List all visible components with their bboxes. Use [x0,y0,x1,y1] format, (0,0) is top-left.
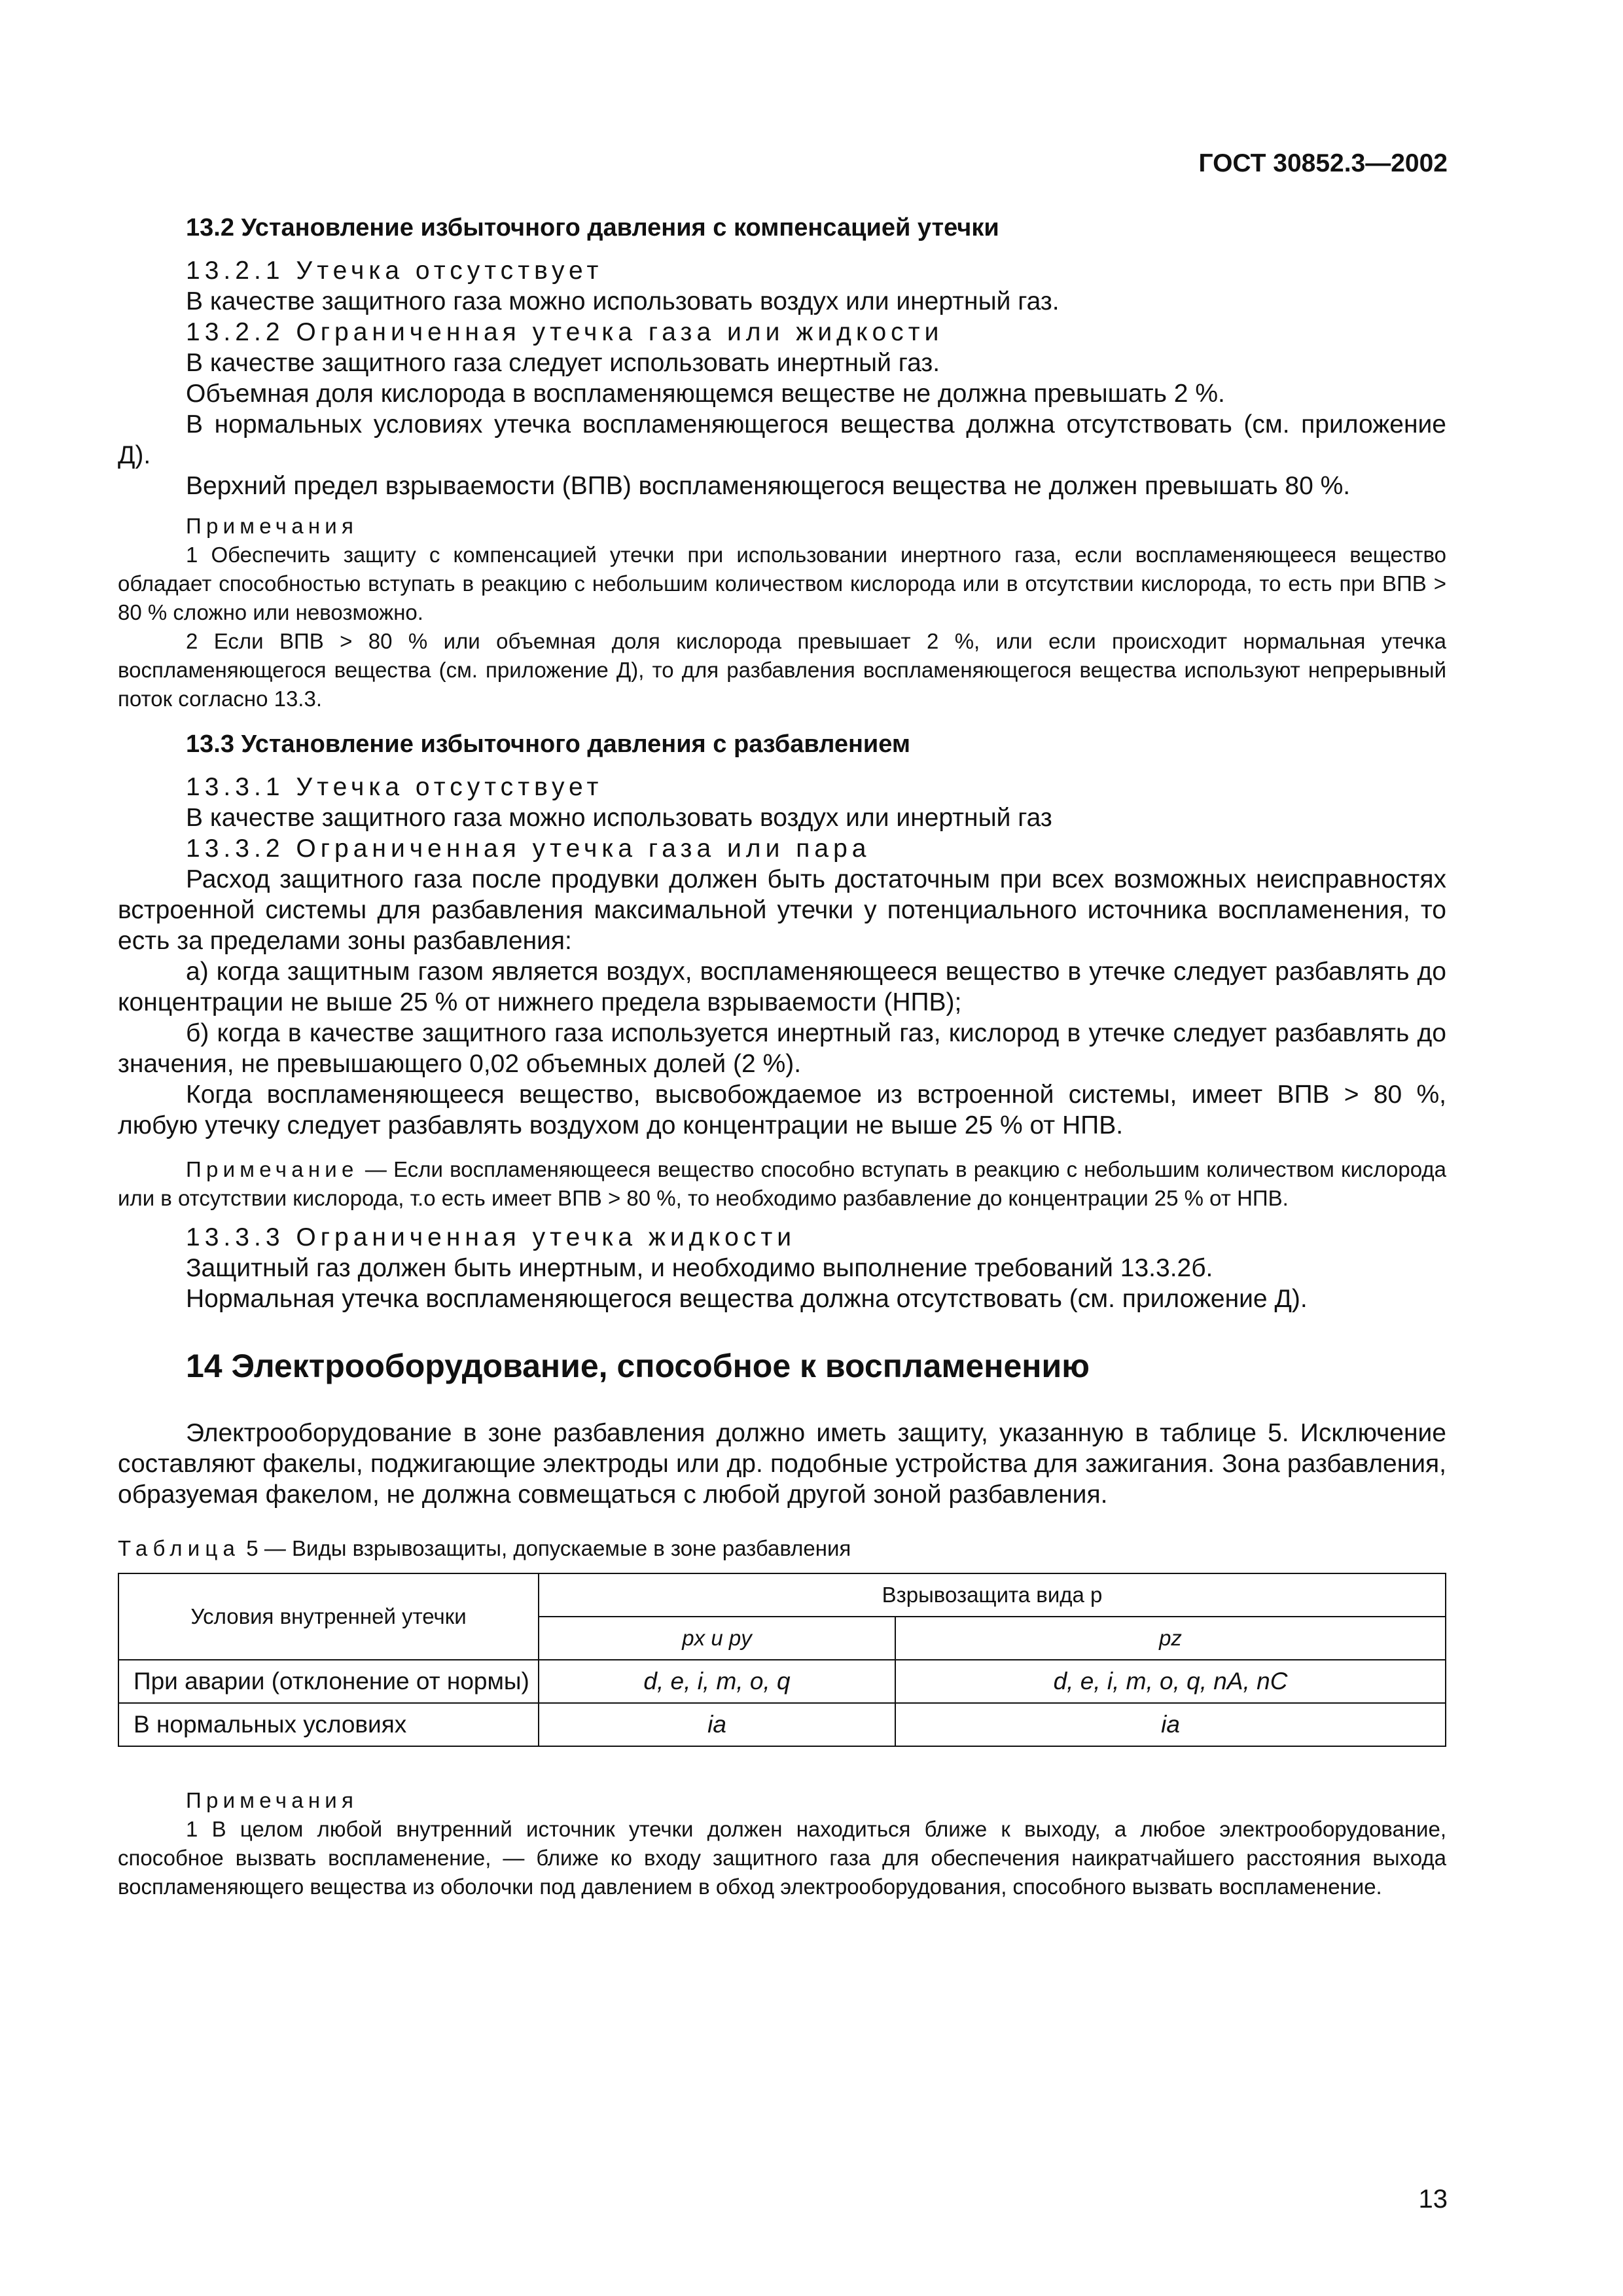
paragraph: В качестве защитного газа можно использовать воздух или инертный газ. [186,287,1060,315]
notes-label: Примечания [186,1788,359,1812]
table-caption-label: Таблица [118,1536,241,1560]
section-13-2-title: 13.2 Установление избыточного давления с компенсацией утечки [186,214,999,242]
clause-13-3-2-title: 13.3.2 Ограниченная утечка газа или пара [186,834,871,863]
section-14-title: 14 Электрооборудование, способное к воспламенению [186,1348,1090,1384]
table-cell: В нормальных условиях [118,1703,539,1746]
table-cell: d, e, i, m, o, q [539,1660,895,1703]
table-row [118,1660,1446,1703]
note: 2 Если ВПВ > 80 % или объемная доля кислорода превышает 2 %, или если происходит нормальная утечка воспламеняющегося вещества (см. приложение Д), то для разбавления воспламеняющегося вещества используют непрерывный поток согласно 13.3. [118,629,1446,711]
note: 1 В целом любой внутренний источник утечки должен находиться ближе к выходу, а любое электрооборудование, способное вызвать воспламенение, — ближе ко входу защитного газа для обеспечения наикратчайшего расстояния выхода воспламеняющего вещества из оболочки под давлением в обход электрооборудования, способного вызвать воспламенение. [118,1817,1446,1899]
note-text: — Если воспламеняющееся вещество способно вступать в реакцию с небольшим количеством кислорода или в отсутствии кислорода, т.о есть имеет ВПВ > 80 %, то необходимо разбавление до концентрации 25 % от НПВ. [118,1157,1446,1210]
paragraph: а) когда защитным газом является воздух, воспламеняющееся вещество в утечке следует разбавлять до концентрации не выше 25 % от нижнего предела взрываемости (НПВ); [118,958,1446,1016]
paragraph: В нормальных условиях утечка воспламеняющегося вещества должна отсутствовать (см. приложение Д). [118,410,1446,469]
paragraph: Объемная доля кислорода в воспламеняющемся веществе не должна превышать 2 %. [186,380,1225,408]
paragraph: Нормальная утечка воспламеняющегося вещества должна отсутствовать (см. приложение Д). [186,1285,1308,1313]
table-row [118,1703,1446,1746]
note [118,1155,1446,1213]
table-cell: d, e, i, m, o, q, nA, nC [895,1660,1446,1703]
table-caption-text: 5 — Виды взрывозащиты, допускаемые в зоне разбавления [240,1536,851,1560]
paragraph: Электрооборудование в зоне разбавления должно иметь защиту, указанную в таблице 5. Исключение составляют факелы, поджигающие электроды или др. подобные устройства для зажигания. Зона разбавления, образуемая факелом, не должна совмещаться с любой другой зоной разбавления. [118,1419,1446,1509]
table-header-pz: pz [895,1617,1446,1660]
paragraph: В качестве защитного газа следует использовать инертный газ. [186,349,940,377]
note-label: Примечание [186,1157,359,1181]
clause-13-3-1-title: 13.3.1 Утечка отсутствует [186,773,603,801]
paragraph: Защитный газ должен быть инертным, и необходимо выполнение требований 13.3.2б. [186,1254,1213,1282]
table-header-pxpy: px и py [539,1617,895,1660]
paragraph: Когда воспламеняющееся вещество, высвобождаемое из встроенной системы, имеет ВПВ > 80 %, любую утечку следует разбавлять воздухом до концентрации не выше 25 % от НПВ. [118,1081,1446,1139]
paragraph: Расход защитного газа после продувки должен быть достаточным при всех возможных неисправностях встроенной системы для разбавления максимальной утечки у потенциального источника воспламенения, то есть за пределами зоны разбавления: [118,865,1446,955]
paragraph: б) когда в качестве защитного газа используется инертный газ, кислород в утечке следует разбавлять до значения, не превышающего 0,02 объемных долей (2 %). [118,1019,1446,1078]
table-header-conditions: Условия внутренней утечки [118,1573,539,1660]
document-header: ГОСТ 30852.3—2002 [1198,149,1448,177]
clause-13-3-3-title: 13.3.3 Ограниченная утечка жидкости [186,1223,796,1251]
table-caption [118,1536,1446,1561]
page-number: 13 [1418,2185,1448,2214]
paragraph: Верхний предел взрываемости (ВПВ) воспламеняющегося вещества не должен превышать 80 %. [186,472,1351,500]
paragraph: В качестве защитного газа можно использовать воздух или инертный газ [186,804,1052,832]
table-cell: При аварии (отклонение от нормы) [118,1660,539,1703]
table-cell: ia [895,1703,1446,1746]
final-notes [118,1786,1446,1901]
table-5 [118,1573,1446,1747]
table-header-protection: Взрывозащита вида p [539,1573,1446,1617]
clause-13-2-1-title: 13.2.1 Утечка отсутствует [186,257,603,285]
section-13-3-title: 13.3 Установление избыточного давления с разбавлением [186,730,911,758]
table-cell: ia [539,1703,895,1746]
clause-13-2-2-title: 13.2.2 Ограниченная утечка газа или жидкости [186,318,944,346]
notes-label: Примечания [186,514,359,538]
note: 1 Обеспечить защиту с компенсацией утечки при использовании инертного газа, если воспламеняющееся вещество обладает способностью вступать в реакцию с небольшим количеством кислорода или в отсутствии кислорода, то есть при ВПВ > 80 % сложно или невозможно. [118,543,1446,624]
